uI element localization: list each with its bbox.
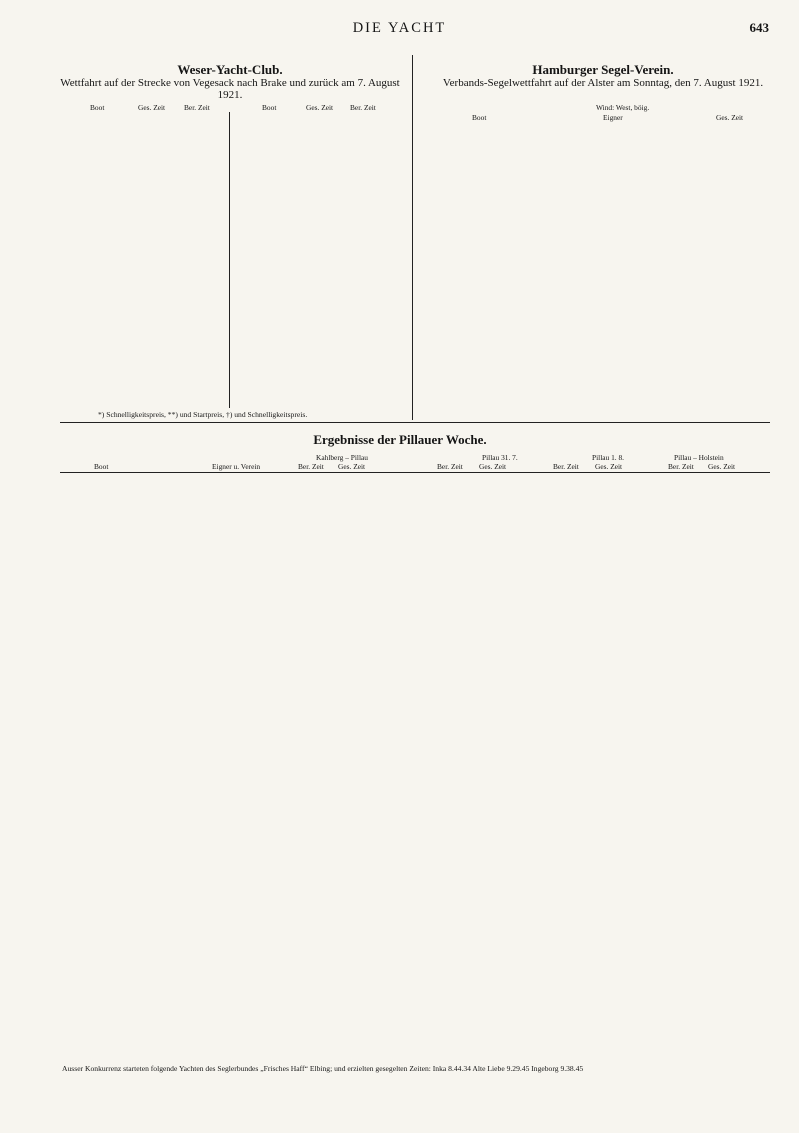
weser-colhead: Ges. Zeit xyxy=(138,103,166,112)
journal-title: DIE YACHT xyxy=(352,20,447,36)
pillau-colhead: Boot xyxy=(94,462,109,471)
pillau-colhead: Ber. Zeit xyxy=(668,462,694,471)
pillau-race-head: Pillau 1. 8. xyxy=(592,453,625,462)
hamburger-wind: Wind: West, böig. xyxy=(596,103,650,112)
page-number: 643 xyxy=(749,20,769,35)
weser-colhead: Ges. Zeit xyxy=(306,103,334,112)
weser-colhead: Ber. Zeit xyxy=(350,103,376,112)
pillau-colhead: Ber. Zeit xyxy=(553,462,579,471)
pillau-colhead: Ges. Zeit xyxy=(595,462,623,471)
section-rule xyxy=(60,422,770,423)
hamburger-colhead: Boot xyxy=(472,113,487,122)
weser-footnote: *) Schnelligkeitspreis, **) und Startpreis, †) und Schnelligkeitspreis. xyxy=(98,410,308,419)
section-divider xyxy=(412,55,413,420)
hamburger-colhead: Ges. Zeit xyxy=(716,113,744,122)
pillau-colhead: Eigner u. Verein xyxy=(212,462,261,471)
pillau-title: Ergebnisse der Pillauer Woche. xyxy=(313,432,487,447)
hamburger-title: Hamburger Segel-Verein. xyxy=(532,62,674,77)
running-header xyxy=(0,20,799,40)
pillau-race-head: Pillau 31. 7. xyxy=(482,453,518,462)
weser-subtitle: Wettfahrt auf der Strecke von Vegesack nach Brake und zurück am 7. August 1921. xyxy=(60,77,400,101)
table-rule xyxy=(60,472,770,473)
hamburger-subtitle: Verbands-Segelwettfahrt auf der Alster am Sonntag, den 7. August 1921. xyxy=(442,77,764,89)
weser-title: Weser-Yacht-Club. xyxy=(177,62,283,77)
pillau-colhead: Ges. Zeit xyxy=(338,462,366,471)
hamburger-colhead: Eigner xyxy=(603,113,623,122)
pillau-colhead: Ges. Zeit xyxy=(708,462,736,471)
pillau-footnote: Ausser Konkurrenz starteten folgende Yachten des Seglerbundes „Frisches Haff“ Elbing; und erzielten gesegelten Zeiten: Inka 8.44.34 Alte Liebe 9.29.45 Ingeborg 9.38.45 xyxy=(62,1064,584,1073)
weser-column-divider xyxy=(229,112,230,408)
pillau-race-head: Kahlberg – Pillau xyxy=(316,453,369,462)
pillau-colhead: Ber. Zeit xyxy=(437,462,463,471)
weser-colhead: Boot xyxy=(262,103,277,112)
pillau-colhead: Ber. Zeit xyxy=(298,462,324,471)
pillau-race-head: Pillau – Holstein xyxy=(674,453,724,462)
pillau-colhead: Ges. Zeit xyxy=(479,462,507,471)
weser-colhead: Boot xyxy=(90,103,105,112)
weser-colhead: Ber. Zeit xyxy=(184,103,210,112)
